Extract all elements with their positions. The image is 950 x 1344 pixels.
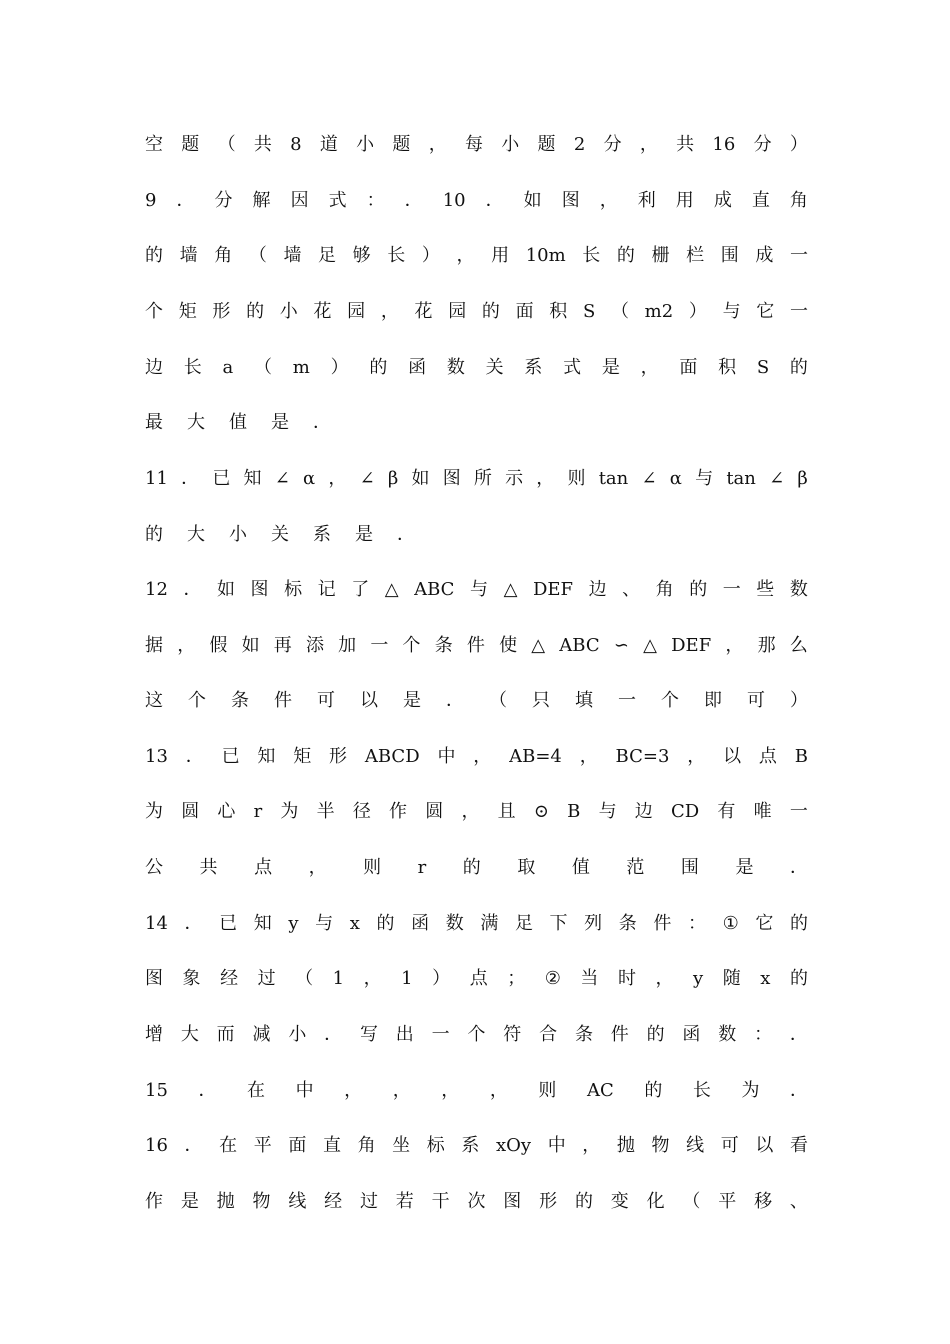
text-line-19: 16 ． 在 平 面 直 角 坐 标 系 xOy 中 ， 抛 物 线 可 以 看: [145, 1135, 808, 1156]
text-line-1: 空 题 （ 共 8 道 小 题 ， 每 小 题 2 分 ， 共 16 分 ）: [145, 134, 808, 155]
text-line-11: 这 个 条 件 可 以 是 ． （ 只 填 一 个 即 可 ）: [145, 690, 808, 711]
text-line-4: 个 矩 形 的 小 花 园 ， 花 园 的 面 积 S （ m2 ） 与 它 一: [145, 301, 808, 322]
text-line-12: 13 ． 已 知 矩 形 ABCD 中 ， AB=4 ， BC=3 ， 以 点 B: [145, 746, 808, 767]
text-line-14: 公 共 点 ， 则 r 的 取 值 范 围 是 ．: [145, 857, 808, 878]
text-line-8: 的 大 小 关 系 是 ．: [145, 524, 415, 545]
text-line-5: 边 长 a （ m ） 的 函 数 关 系 式 是 ， 面 积 S 的: [145, 357, 808, 378]
text-line-17: 增 大 而 减 小 ． 写 出 一 个 符 合 条 件 的 函 数 ： ．: [145, 1024, 808, 1045]
text-line-13: 为 圆 心 r 为 半 径 作 圆 ， 且 ⊙ B 与 边 CD 有 唯 一: [145, 801, 808, 822]
text-line-10: 据 ， 假 如 再 添 加 一 个 条 件 使 △ ABC ∽ △ DEF ， 那 么: [145, 635, 808, 656]
text-line-18: 15 ． 在 中 ， ， ， ， 则 AC 的 长 为 ．: [145, 1080, 808, 1101]
text-line-20: 作 是 抛 物 线 经 过 若 干 次 图 形 的 变 化 （ 平 移 、: [145, 1191, 808, 1212]
text-line-6: 最 大 值 是 ．: [145, 412, 331, 433]
text-line-16: 图 象 经 过 （ 1 ， 1 ） 点 ； ② 当 时 ， y 随 x 的: [145, 968, 808, 989]
text-line-7: 11 ． 已 知 ∠ α ， ∠ β 如 图 所 示 ， 则 tan ∠ α 与 tan ∠ β: [145, 468, 808, 489]
text-line-9: 12 ． 如 图 标 记 了 △ ABC 与 △ DEF 边 、 角 的 一 些 数: [145, 579, 808, 600]
text-line-3: 的 墙 角 （ 墙 足 够 长 ） ， 用 10m 长 的 栅 栏 围 成 一: [145, 245, 808, 266]
text-line-15: 14 ． 已 知 y 与 x 的 函 数 满 足 下 列 条 件 ： ① 它 的: [145, 913, 808, 934]
text-line-2: 9 ． 分 解 因 式 ： ． 10 ． 如 图 ， 利 用 成 直 角: [145, 190, 808, 211]
